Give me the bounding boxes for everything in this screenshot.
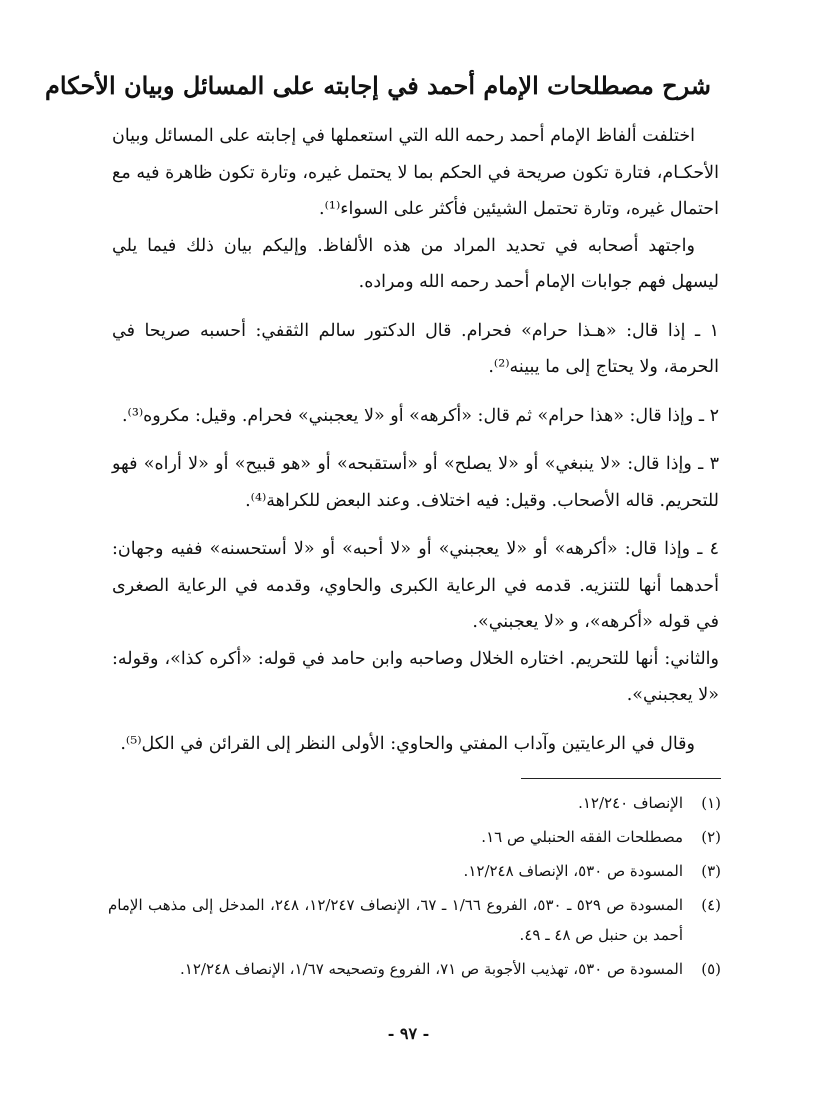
footnote-text: المسودة ص ٥٣٠، تهذيب الأجوبة ص ٧١، الفروع وتصحيحه ١/٦٧، الإنصاف ١٢/٢٤٨. [180, 960, 683, 978]
footnote-number: (٢) [701, 828, 721, 846]
paragraph-item-3: ٣ ـ وإذا قال: «لا ينبغي» أو «لا يصلح» أو «أستقبحه» أو «هو قبيح» أو «لا أراه» فهو للتحريم. قاله الأصحاب. وقيل: فيه اختلاف. وعند البعض للكراهة⁽⁴⁾. [112, 454, 719, 511]
footnote-text: الإنصاف ١٢/٢٤٠. [578, 794, 683, 812]
page-title: شرح مصطلحات الإمام أحمد في إجابته على المسائل وبيان الأحكام [45, 71, 711, 100]
footnote-divider [521, 778, 721, 779]
footnote-text: مصطلحات الفقه الحنبلي ص ١٦. [481, 828, 683, 846]
footnote-4 [108, 890, 721, 950]
paragraph-item-1: ١ ـ إذا قال: «هـذا حرام» فحرام. قال الدكتور سالم الثقفي: أحسبه صريحا في الحرمة، ولا يحتاج إلى ما يبينه⁽²⁾. [112, 320, 719, 377]
paragraph-second-view: والثاني: أنها للتحريم. اختاره الخلال وصاحبه وابن حامد في قوله: «أكره كذا»، وقوله: «لا يعجبني». [112, 648, 719, 705]
paragraph-item-4: ٤ ـ وإذا قال: «أكرهه» أو «لا يعجبني» أو «لا أحبه» أو «لا أستحسنه» ففيه وجهان: أحدهما أنها للتنزيه. قدمه في الرعاية الكبرى والحاوي، وقدمه في الرعاية الصغرى في قوله «أكرهه»، و «لا يعجبني». [112, 539, 719, 632]
paragraph-item-2: ٢ ـ وإذا قال: «هذا حرام» ثم قال: «أكرهه» أو «لا يعجبني» فحرام. وقيل: مكروه⁽³⁾. [121, 405, 719, 426]
footnote-number: (٥) [701, 960, 721, 978]
footnote-text: المسودة ص ٥٢٩ ـ ٥٣٠، الفروع ١/٦٦ ـ ٦٧، الإنصاف ١٢/٢٤٧، ٢٤٨، المدخل إلى مذهب الإمام أحمد بن حنبل ص ٤٨ ـ ٤٩. [108, 896, 684, 944]
paragraph-ijtihad: واجتهد أصحابه في تحديد المراد من هذه الألفاظ. وإليكم بيان ذلك فيما يلي ليسهل فهم جوابات الإمام أحمد رحمه الله ومراده. [112, 235, 719, 292]
footnote-2 [108, 822, 721, 852]
footnote-number: (٤) [701, 896, 721, 914]
footnote-number: (٣) [701, 862, 721, 880]
footnote-5 [108, 954, 721, 984]
page-number: - ٩٧ - [387, 1024, 430, 1043]
footnote-number: (١) [701, 794, 721, 812]
footnote-3 [108, 856, 721, 886]
paragraph-conclusion: وقال في الرعايتين وآداب المفتي والحاوي: الأولى النظر إلى القرائن في الكل⁽⁵⁾. [120, 733, 695, 754]
main-text [112, 118, 719, 762]
footnote-1 [108, 788, 721, 818]
footnotes [108, 788, 721, 988]
paragraph-intro: اختلفت ألفاظ الإمام أحمد رحمه الله التي استعملها في إجابته على المسائل وبيان الأحكـام، فتارة تكون صريحة في الحكم بما لا يحتمل غيره، وتارة تكون ظاهرة فيه مع احتمال غيره، وتارة تحتمل الشيئين فأكثر على السواء⁽¹⁾. [112, 126, 719, 219]
footnote-text: المسودة ص ٥٣٠، الإنصاف ١٢/٢٤٨. [463, 862, 683, 880]
